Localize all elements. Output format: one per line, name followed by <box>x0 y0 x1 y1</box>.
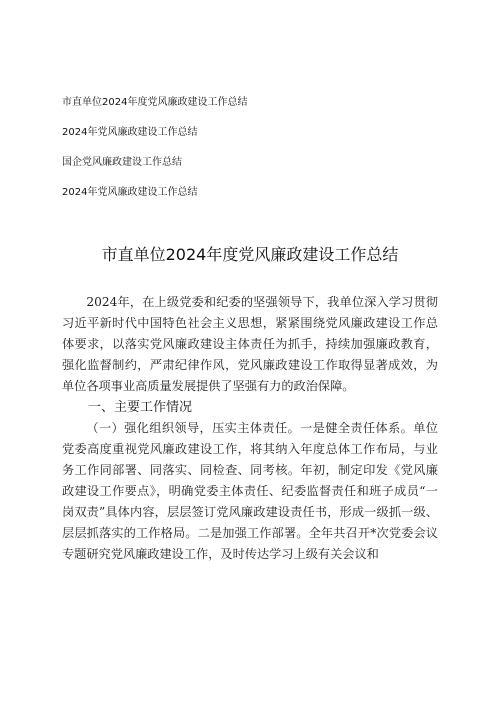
document-list <box>62 96 247 216</box>
section-paragraph: （一）强化组织领导，压实主体责任。一是健全责任体系。单位党委高度重视党风廉政建设工作，将其纳入年度总体工作布局，与业务工作同部署、同落实、同检查、同考核。年初，制定印发《党风廉政建设工作要点》，明确党委主体责任、纪委监督责任和班子成员“一岗双责”具体内容，层层签订党风廉政建设责任书，形成一级抓一级、层层抓落实的工作格局。二是加强工作部署。全年共召开*次党委会议专题研究党风廉政建设工作，及时传达学习上级有关会议和 <box>62 421 438 561</box>
document-list-item: 2024年党风廉政建设工作总结 <box>62 127 198 138</box>
document-title: 市直单位2024年度党风廉政建设工作总结 <box>101 245 399 264</box>
document-list-item: 市直单位2024年度党风廉政建设工作总结 <box>62 97 248 108</box>
intro-paragraph: 2024年，在上级党委和纪委的坚强领导下，我单位深入学习贯彻习近平新时代中国特色社会主义思想，紧紧围绕党风廉政建设工作总体要求，以落实党风廉政建设主体责任为抓手，持续加强廉政教育，强化监督制约，严肃纪律作风，党风廉政建设工作取得显著成效，为单位各项事业高质量发展提供了坚强有力的政治保障。 <box>62 295 438 393</box>
document-list-item: 国企党风廉政建设工作总结 <box>62 157 182 168</box>
document-list-item: 2024年党风廉政建设工作总结 <box>62 187 198 198</box>
section-heading: 一、主要工作情况 <box>88 400 193 415</box>
document-body <box>62 292 438 565</box>
